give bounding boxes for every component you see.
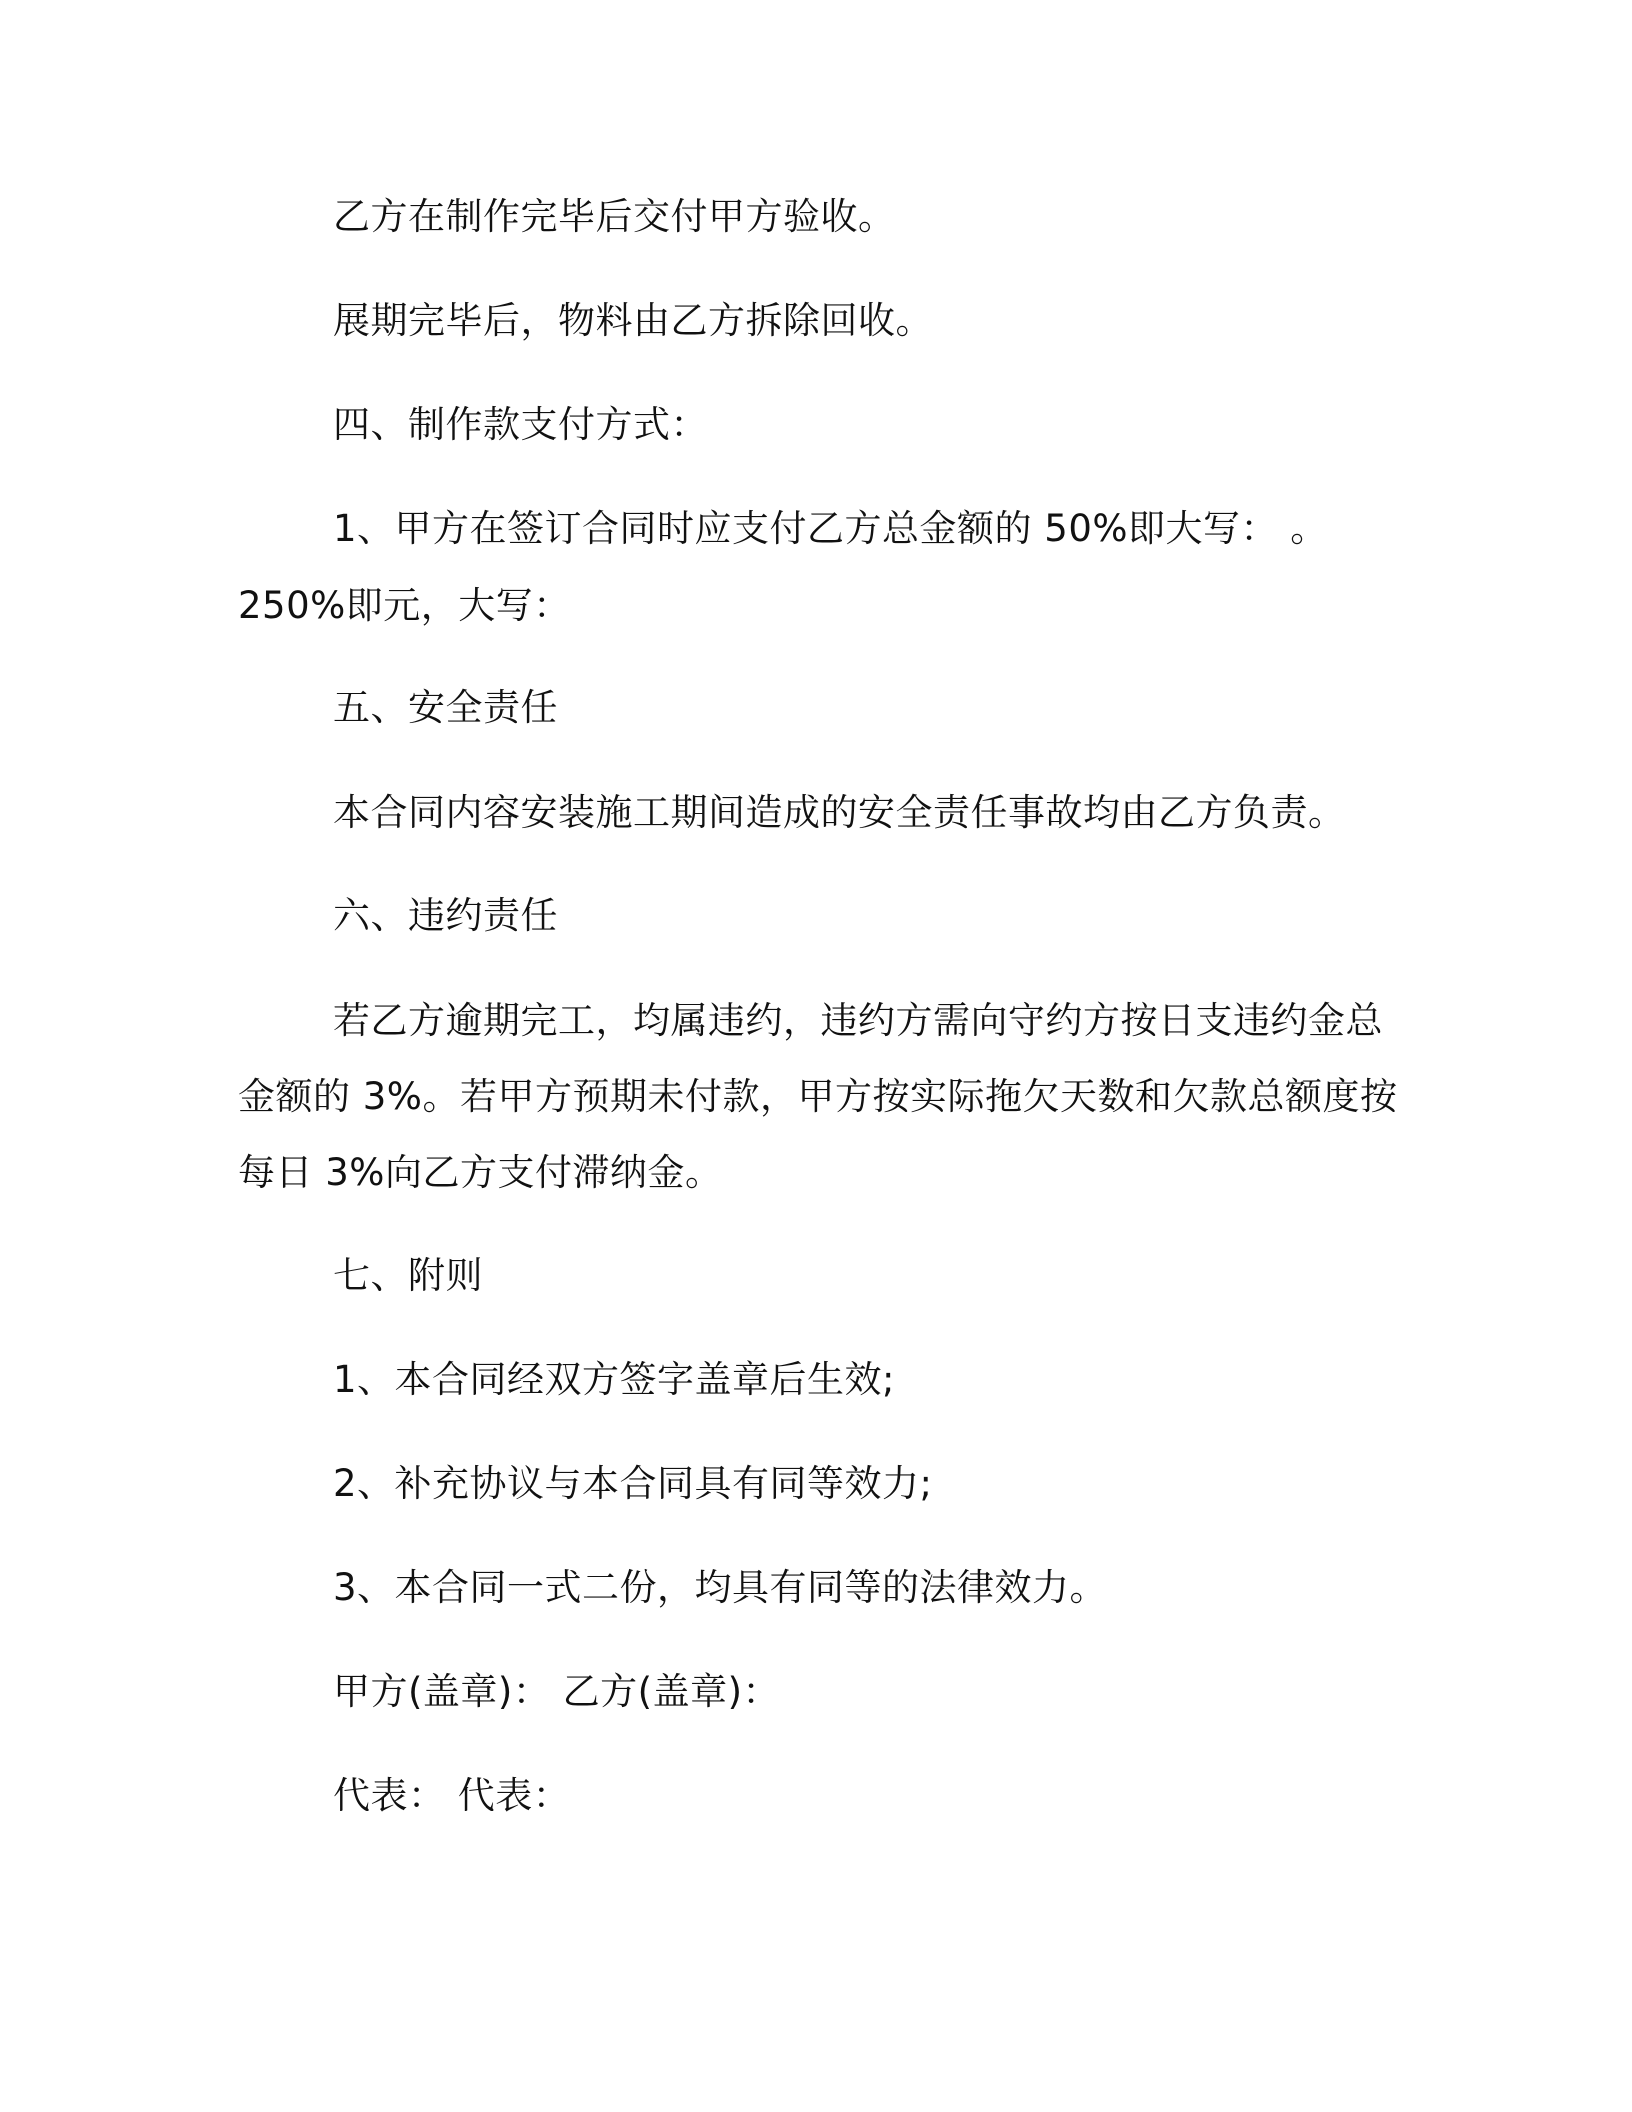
section-heading-payment: 四、制作款支付方式：: [333, 403, 708, 446]
section-heading-appendix: 七、附则: [333, 1254, 483, 1297]
paragraph-material-removal: 展期完毕后，物料由乙方拆除回收。: [333, 299, 933, 342]
paragraph-breach-line-1: 若乙方逾期完工，均属违约，违约方需向守约方按日支违约金总: [333, 999, 1383, 1042]
clause-appendix-1: 1、本合同经双方签字盖章后生效;: [333, 1358, 896, 1401]
signature-representative-line: 代表： 代表：: [333, 1774, 571, 1817]
clause-payment-1: 1、甲方在签订合同时应支付乙方总金额的 50%即大写： 。: [333, 507, 1328, 550]
section-heading-safety: 五、安全责任: [333, 686, 558, 729]
clause-appendix-2: 2、补充协议与本合同具有同等效力;: [333, 1462, 933, 1505]
section-heading-breach: 六、违约责任: [333, 894, 558, 937]
paragraph-breach-line-2: 金额的 3%。若甲方预期未付款，甲方按实际拖欠天数和欠款总额度按: [238, 1075, 1398, 1118]
paragraph-breach-line-3: 每日 3%向乙方支付滞纳金。: [238, 1151, 723, 1194]
clause-appendix-3: 3、本合同一式二份，均具有同等的法律效力。: [333, 1566, 1108, 1609]
signature-seal-line: 甲方(盖章)： 乙方(盖章)：: [333, 1670, 781, 1713]
clause-payment-1-continued: 250%即元，大写：: [238, 584, 571, 627]
paragraph-safety-responsibility: 本合同内容安装施工期间造成的安全责任事故均由乙方负责。: [333, 791, 1346, 834]
paragraph-delivery-acceptance: 乙方在制作完毕后交付甲方验收。: [333, 195, 896, 238]
